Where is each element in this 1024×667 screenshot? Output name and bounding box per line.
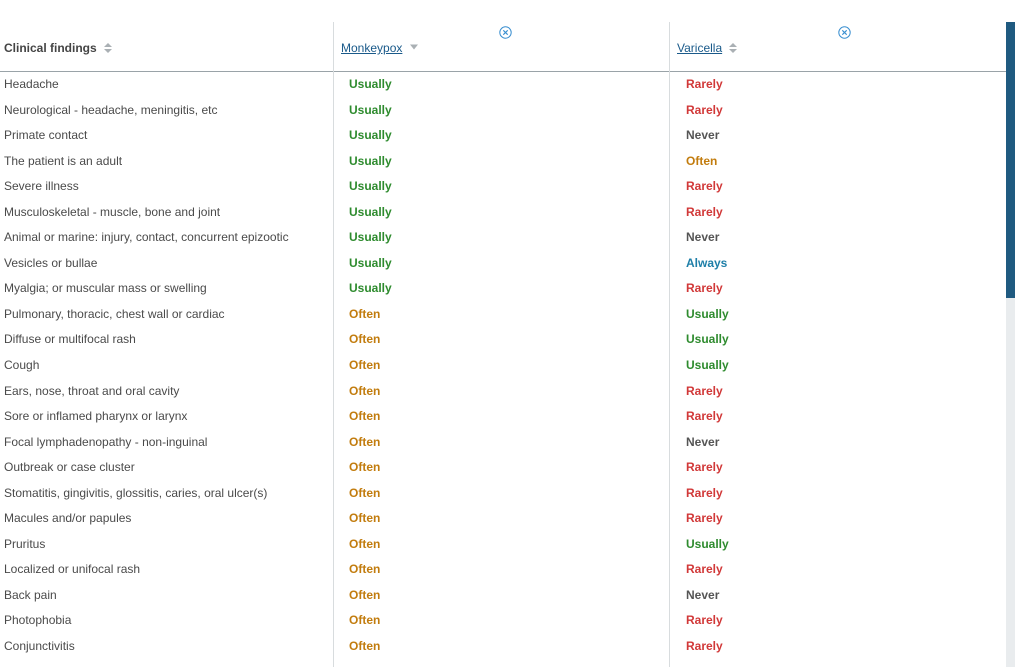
varicella-frequency-cell: Usually <box>686 358 729 373</box>
chevron-down-icon[interactable] <box>409 43 419 51</box>
table-row <box>0 557 1006 583</box>
varicella-frequency-cell: Rarely <box>686 179 723 194</box>
varicella-frequency-cell: Rarely <box>686 383 723 398</box>
varicella-frequency-cell: Often <box>686 153 718 168</box>
finding-cell: Diffuse or multifocal rash <box>4 332 136 347</box>
varicella-frequency-cell: Never <box>686 230 720 245</box>
table-row <box>0 583 1006 609</box>
table-row <box>0 251 1006 277</box>
varicella-frequency-cell: Rarely <box>686 485 723 500</box>
monkeypox-column-link[interactable]: Monkeypox <box>341 41 403 55</box>
monkeypox-frequency-cell: Often <box>349 587 381 602</box>
header-monkeypox <box>333 22 669 72</box>
finding-cell: Sore or inflamed pharynx or larynx <box>4 409 188 424</box>
monkeypox-frequency-cell: Often <box>349 358 381 373</box>
table-row <box>0 123 1006 149</box>
monkeypox-frequency-cell: Usually <box>349 128 392 143</box>
table-row <box>0 404 1006 430</box>
table-row <box>0 327 1006 353</box>
varicella-frequency-cell: Rarely <box>686 77 723 91</box>
finding-cell: Back pain <box>4 587 57 602</box>
varicella-frequency-cell: Rarely <box>686 460 723 475</box>
finding-cell: Localized or unifocal rash <box>4 562 141 577</box>
varicella-frequency-cell: Never <box>686 587 720 602</box>
monkeypox-frequency-cell: Usually <box>349 255 392 270</box>
varicella-frequency-cell: Always <box>686 255 728 270</box>
varicella-frequency-cell: Usually <box>686 332 729 347</box>
table-row <box>0 200 1006 226</box>
close-circle-icon[interactable] <box>499 26 512 39</box>
finding-cell: Pruritus <box>4 536 46 551</box>
finding-cell: Stomatitis, gingivitis, glossitis, caries, oral ulcer(s) <box>4 485 268 500</box>
finding-cell: The patient is an adult <box>4 153 123 168</box>
finding-cell: Pulmonary, thoracic, chest wall or cardiac <box>4 306 225 321</box>
table-row <box>0 72 1006 98</box>
table-row <box>0 353 1006 379</box>
monkeypox-frequency-cell: Often <box>349 383 381 398</box>
monkeypox-frequency-cell: Often <box>349 485 381 500</box>
varicella-frequency-cell: Usually <box>686 306 729 321</box>
close-circle-icon[interactable] <box>838 26 851 39</box>
monkeypox-frequency-cell: Often <box>349 332 381 347</box>
table-row <box>0 174 1006 200</box>
table-row <box>0 430 1006 456</box>
monkeypox-frequency-cell: Often <box>349 409 381 424</box>
monkeypox-frequency-cell: Often <box>349 536 381 551</box>
varicella-frequency-cell: Rarely <box>686 102 723 117</box>
table-row <box>0 634 1006 660</box>
finding-cell: Vesicles or bullae <box>4 255 98 270</box>
header-varicella <box>669 22 1006 72</box>
monkeypox-frequency-cell: Often <box>349 639 381 654</box>
monkeypox-frequency-cell: Usually <box>349 230 392 245</box>
finding-cell: Ears, nose, throat and oral cavity <box>4 383 180 398</box>
varicella-frequency-cell: Rarely <box>686 639 723 654</box>
monkeypox-frequency-cell: Usually <box>349 204 392 219</box>
monkeypox-frequency-cell: Often <box>349 434 381 449</box>
monkeypox-frequency-cell: Often <box>349 511 381 526</box>
header-clinical-findings[interactable] <box>0 22 333 72</box>
table-row <box>0 481 1006 507</box>
table-row <box>0 608 1006 634</box>
monkeypox-frequency-cell: Usually <box>349 77 392 91</box>
table-row <box>0 379 1006 405</box>
monkeypox-frequency-cell: Often <box>349 306 381 321</box>
finding-cell: Severe illness <box>4 179 79 194</box>
varicella-column-link[interactable]: Varicella <box>677 41 723 55</box>
table-row <box>0 532 1006 558</box>
table-row <box>0 98 1006 124</box>
scrollbar-thumb[interactable] <box>1006 22 1015 298</box>
finding-cell: Neurological - headache, meningitis, etc <box>4 102 218 117</box>
finding-cell: Animal or marine: injury, contact, concurrent epizootic <box>4 230 289 245</box>
monkeypox-frequency-cell: Usually <box>349 281 392 296</box>
finding-cell: Photophobia <box>4 613 72 628</box>
monkeypox-frequency-cell: Usually <box>349 179 392 194</box>
table-body <box>0 72 1006 660</box>
table-row <box>0 455 1006 481</box>
varicella-frequency-cell: Rarely <box>686 562 723 577</box>
sort-icon[interactable] <box>103 42 113 54</box>
finding-cell: Outbreak or case cluster <box>4 460 135 475</box>
sort-icon[interactable] <box>728 42 738 54</box>
finding-cell: Cough <box>4 358 40 373</box>
varicella-frequency-cell: Usually <box>686 536 729 551</box>
finding-cell: Primate contact <box>4 128 88 143</box>
varicella-frequency-cell: Never <box>686 128 720 143</box>
varicella-frequency-cell: Rarely <box>686 204 723 219</box>
monkeypox-frequency-cell: Often <box>349 460 381 475</box>
finding-cell: Myalgia; or muscular mass or swelling <box>4 281 207 296</box>
table-header <box>0 22 1006 72</box>
varicella-frequency-cell: Rarely <box>686 511 723 526</box>
varicella-frequency-cell: Rarely <box>686 281 723 296</box>
header-findings-label: Clinical findings <box>4 41 97 55</box>
monkeypox-frequency-cell: Often <box>349 613 381 628</box>
table-row <box>0 276 1006 302</box>
table-row <box>0 302 1006 328</box>
table-row <box>0 225 1006 251</box>
vertical-scrollbar[interactable] <box>1006 22 1015 667</box>
monkeypox-frequency-cell: Usually <box>349 102 392 117</box>
monkeypox-frequency-cell: Usually <box>349 153 392 168</box>
finding-cell: Focal lymphadenopathy - non-inguinal <box>4 434 208 449</box>
varicella-frequency-cell: Never <box>686 434 720 449</box>
varicella-frequency-cell: Rarely <box>686 409 723 424</box>
finding-cell: Macules and/or papules <box>4 511 132 526</box>
table-row <box>0 506 1006 532</box>
finding-cell: Conjunctivitis <box>4 639 75 654</box>
finding-cell: Musculoskeletal - muscle, bone and joint <box>4 204 221 219</box>
finding-cell: Headache <box>4 77 59 91</box>
monkeypox-frequency-cell: Often <box>349 562 381 577</box>
varicella-frequency-cell: Rarely <box>686 613 723 628</box>
table-row <box>0 149 1006 175</box>
